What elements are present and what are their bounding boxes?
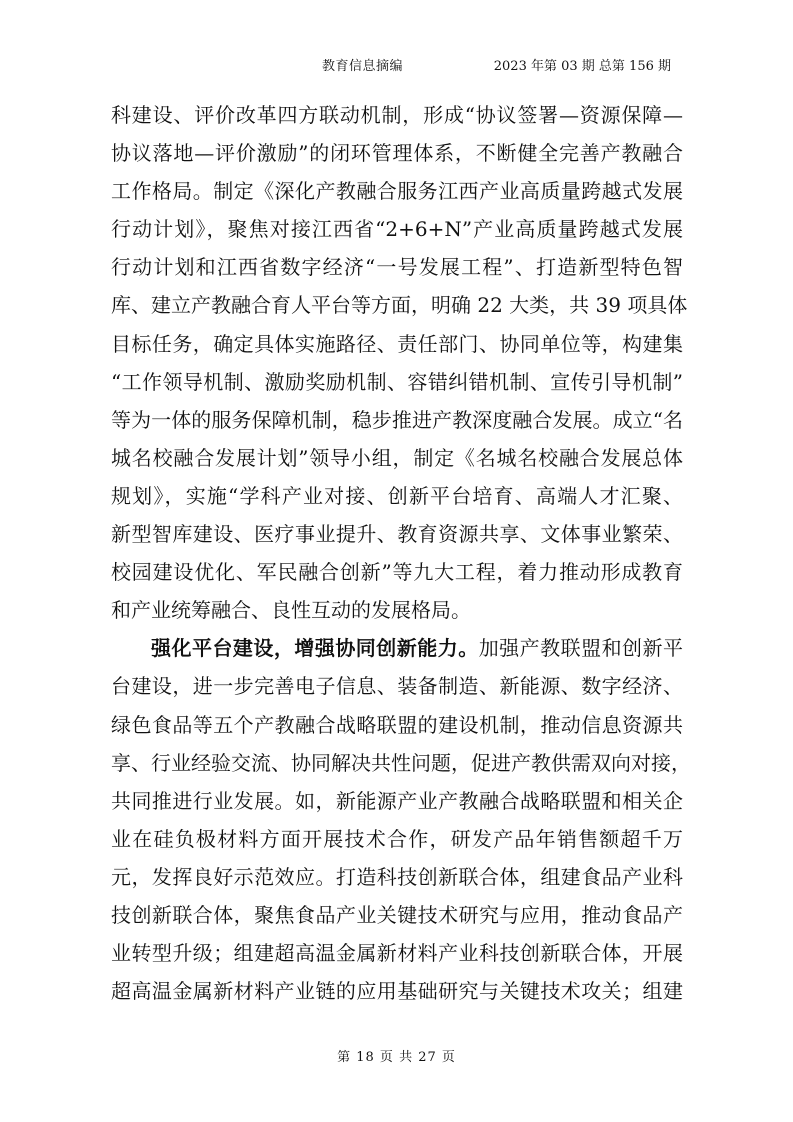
publication-title: 教育信息摘编: [322, 59, 404, 74]
text-line: 元，发挥良好示范效应。打造科技创新联合体，组建食品产业科: [111, 864, 683, 889]
page-footer: 第 18 页 共 27 页: [337, 1050, 456, 1065]
page-header: [0, 55, 793, 77]
text-line: 绿色食品等五个产教融合战略联盟的建设机制，推动信息资源共: [111, 712, 683, 737]
text-line: 共同推进行业发展。如，新能源产业产教融合战略联盟和相关企: [111, 788, 683, 813]
text-line: 库、建立产教融合育人平台等方面，明确 22 大类，共 39 项具体: [111, 293, 688, 318]
text-line: 台建设，进一步完善电子信息、装备制造、新能源、数字经济、: [111, 674, 683, 699]
paragraph-2: [111, 629, 691, 1010]
text-line: 校园建设优化、军民融合创新”等九大工程，着力推动形成教育: [111, 560, 683, 585]
paragraph-1: [111, 96, 688, 629]
first-line-text: 加强产教联盟和创新平: [478, 636, 684, 661]
text-line: 协议落地—评价激励”的闭环管理体系，不断健全完善产教融合: [111, 141, 683, 166]
text-line: 城名校融合发展计划”领导小组，制定《名城名校融合发展总体: [111, 445, 683, 470]
text-line: 行动计划》，聚焦对接江西省“2+6+N”产业高质量跨越式发展: [111, 217, 683, 242]
text-line: 等为一体的服务保障机制，稳步推进产教深度融合发展。成立“名: [111, 407, 683, 432]
text-line: 业转型升级；组建超高温金属新材料产业科技创新联合体，开展: [111, 941, 683, 966]
text-line: 和产业统筹融合、良性互动的发展格局。: [111, 598, 471, 623]
text-line: 新型智库建设、医疗事业提升、教育资源共享、文体事业繁荣、: [111, 522, 683, 547]
text-line: 目标任务，确定具体实施路径、责任部门、协同单位等，构建集: [111, 331, 683, 356]
document-body: [111, 96, 691, 1010]
text-line: 技创新联合体，聚焦食品产业关键技术研究与应用，推动食品产: [111, 902, 683, 927]
text-line: 规划》，实施“学科产业对接、创新平台培育、高端人才汇聚、: [111, 483, 683, 508]
text-line: “工作领导机制、激励奖励机制、容错纠错机制、宣传引导机制”: [111, 369, 683, 394]
text-line: 超高温金属新材料产业链的应用基础研究与关键技术攻关；组建: [111, 979, 683, 1004]
text-line: 工作格局。制定《深化产教融合服务江西产业高质量跨越式发展: [111, 179, 683, 204]
text-line: 科建设、评价改革四方联动机制，形成“协议签署—资源保障—: [111, 103, 683, 127]
issue-number: 2023 年第 03 期 总第 156 期: [493, 59, 671, 74]
text-line: 行动计划和江西省数字经济“一号发展工程”、打造新型特色智: [111, 255, 683, 280]
text-line: 业在硅负极材料方面开展技术合作，研发产品年销售额超千万: [111, 826, 683, 851]
section-heading: 强化平台建设，增强协同创新能力。: [151, 636, 479, 661]
text-line-first: [111, 629, 683, 667]
text-line: 享、行业经验交流、协同解决共性问题，促进产教供需双向对接，: [111, 750, 691, 775]
